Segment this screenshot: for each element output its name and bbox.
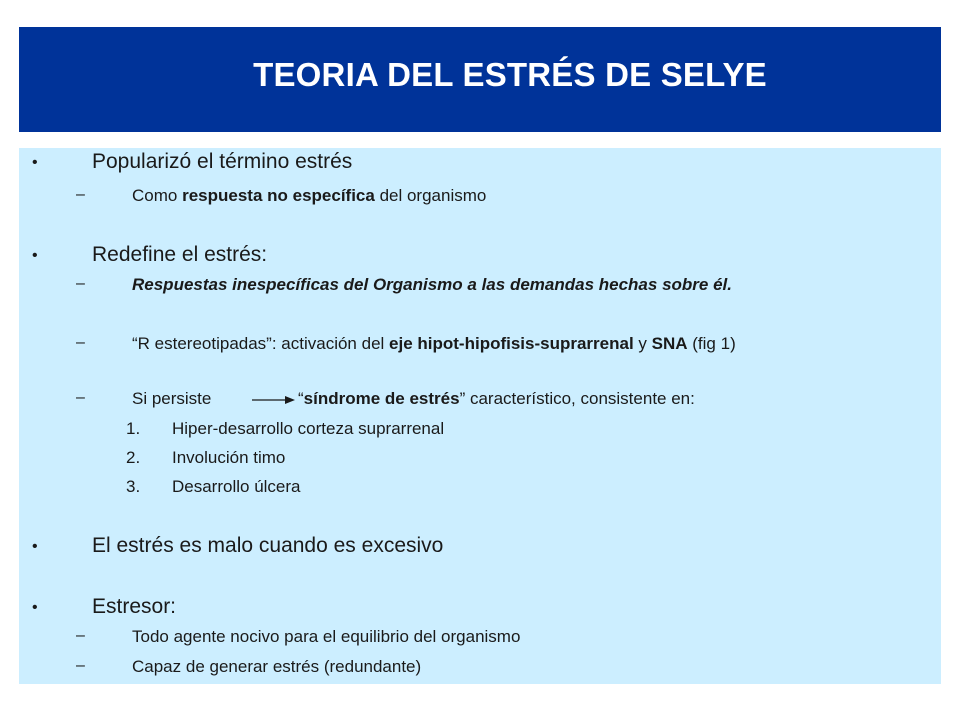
dash-marker: – <box>76 389 85 406</box>
text-fragment: (fig 1) <box>687 334 736 353</box>
number-marker: 3. <box>126 477 141 496</box>
sub-item-text <box>132 186 486 206</box>
dash-marker: – <box>76 627 85 644</box>
text-fragment: ” característico, consistente en: <box>459 389 695 408</box>
text-fragment: Como <box>132 186 183 205</box>
sub-item-text <box>132 334 736 354</box>
sub-item-text: Respuestas inespecíficas del Organismo a las demandas hechas sobre él. <box>132 275 732 294</box>
bullet-text: Redefine el estrés: <box>92 243 268 266</box>
bold-fragment: respuesta no específica <box>182 186 375 205</box>
bullet-text: El estrés es malo cuando es excesivo <box>92 534 444 557</box>
sub-item-text-pre: Si persiste <box>132 389 212 408</box>
text-fragment: del organismo <box>374 186 487 205</box>
sub-item-text: Capaz de generar estrés (redundante) <box>132 657 422 676</box>
bullet-text: Popularizó el término estrés <box>92 150 353 173</box>
bullet-text: Estresor: <box>92 595 177 618</box>
text-fragment: “ <box>298 389 304 408</box>
bold-fragment: eje hipot-hipofisis-suprarrenal <box>389 334 634 353</box>
numbered-item-text: Hiper-desarrollo corteza suprarrenal <box>172 419 445 438</box>
dash-marker: – <box>76 186 85 203</box>
slide-title: TEORIA DEL ESTRÉS DE SELYE <box>253 56 767 93</box>
numbered-item-text: Desarrollo úlcera <box>172 477 301 496</box>
dash-marker: – <box>76 657 85 674</box>
sub-item-text: Todo agente nocivo para el equilibrio del organismo <box>132 627 521 646</box>
bullet-marker: • <box>32 599 38 616</box>
bullet-marker: • <box>32 538 38 555</box>
numbered-item-text: Involución timo <box>172 448 286 467</box>
number-marker: 2. <box>126 448 141 467</box>
text-fragment: “R estereotipadas”: activación del <box>132 334 390 353</box>
bold-fragment: síndrome de estrés <box>303 389 460 408</box>
sub-item-text-post <box>298 389 695 409</box>
dash-marker: – <box>76 334 85 351</box>
bullet-marker: • <box>32 247 38 264</box>
dash-marker: – <box>76 275 85 292</box>
arrow-right-icon <box>251 394 297 406</box>
number-marker: 1. <box>126 419 141 438</box>
text-fragment: y <box>633 334 652 353</box>
bold-fragment: SNA <box>651 334 688 353</box>
bullet-marker: • <box>32 154 38 171</box>
